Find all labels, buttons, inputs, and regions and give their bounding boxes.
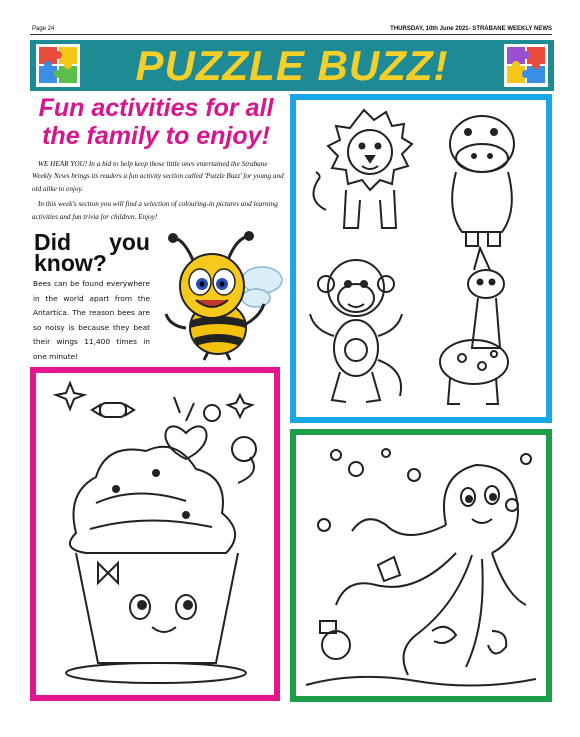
puzzle-buzz-banner [30, 40, 554, 91]
puzzle-pieces-icon [504, 44, 548, 87]
colouring-cupcake-frame [30, 367, 280, 701]
article-headline: Fun activities for all the family to enjoy! [38, 94, 274, 150]
colouring-octopus-illustration [296, 435, 546, 696]
did-you-know-title-line2: know? [34, 250, 107, 276]
article-paragraph: WE HEAR YOU! In a bid to help keep those little ones entertained the Strabane Weekly News brings its readers a fun activity section called 'Puzzle Buzz' for young and old alike to enjoy. [32, 160, 284, 193]
did-you-know-title: Did you [34, 229, 150, 255]
dateline: THURSDAY, 10th June 2021- STRABANE WEEKLY NEWS [390, 26, 552, 32]
article-paragraph: In this week's section you will find a selection of colouring-in pictures and learning activities and fun trivia for children. Enjoy! [32, 200, 278, 221]
page-number: Page 24 [32, 26, 55, 32]
did-you-know-text: Bees can be found everywhere in the world apart from the Antartica. The reason bees are so noisy is because they beat their wings 11,400 times in one minute! [33, 279, 150, 361]
header-rule [30, 34, 552, 35]
colouring-cupcake-illustration [36, 373, 274, 695]
bee-illustration [156, 228, 284, 362]
colouring-octopus-frame [290, 429, 552, 702]
colouring-animals-frame [290, 94, 552, 423]
colouring-animals-illustration [296, 100, 546, 417]
banner-title: PUZZLE BUZZ! [135, 42, 449, 89]
article-body [32, 158, 284, 226]
